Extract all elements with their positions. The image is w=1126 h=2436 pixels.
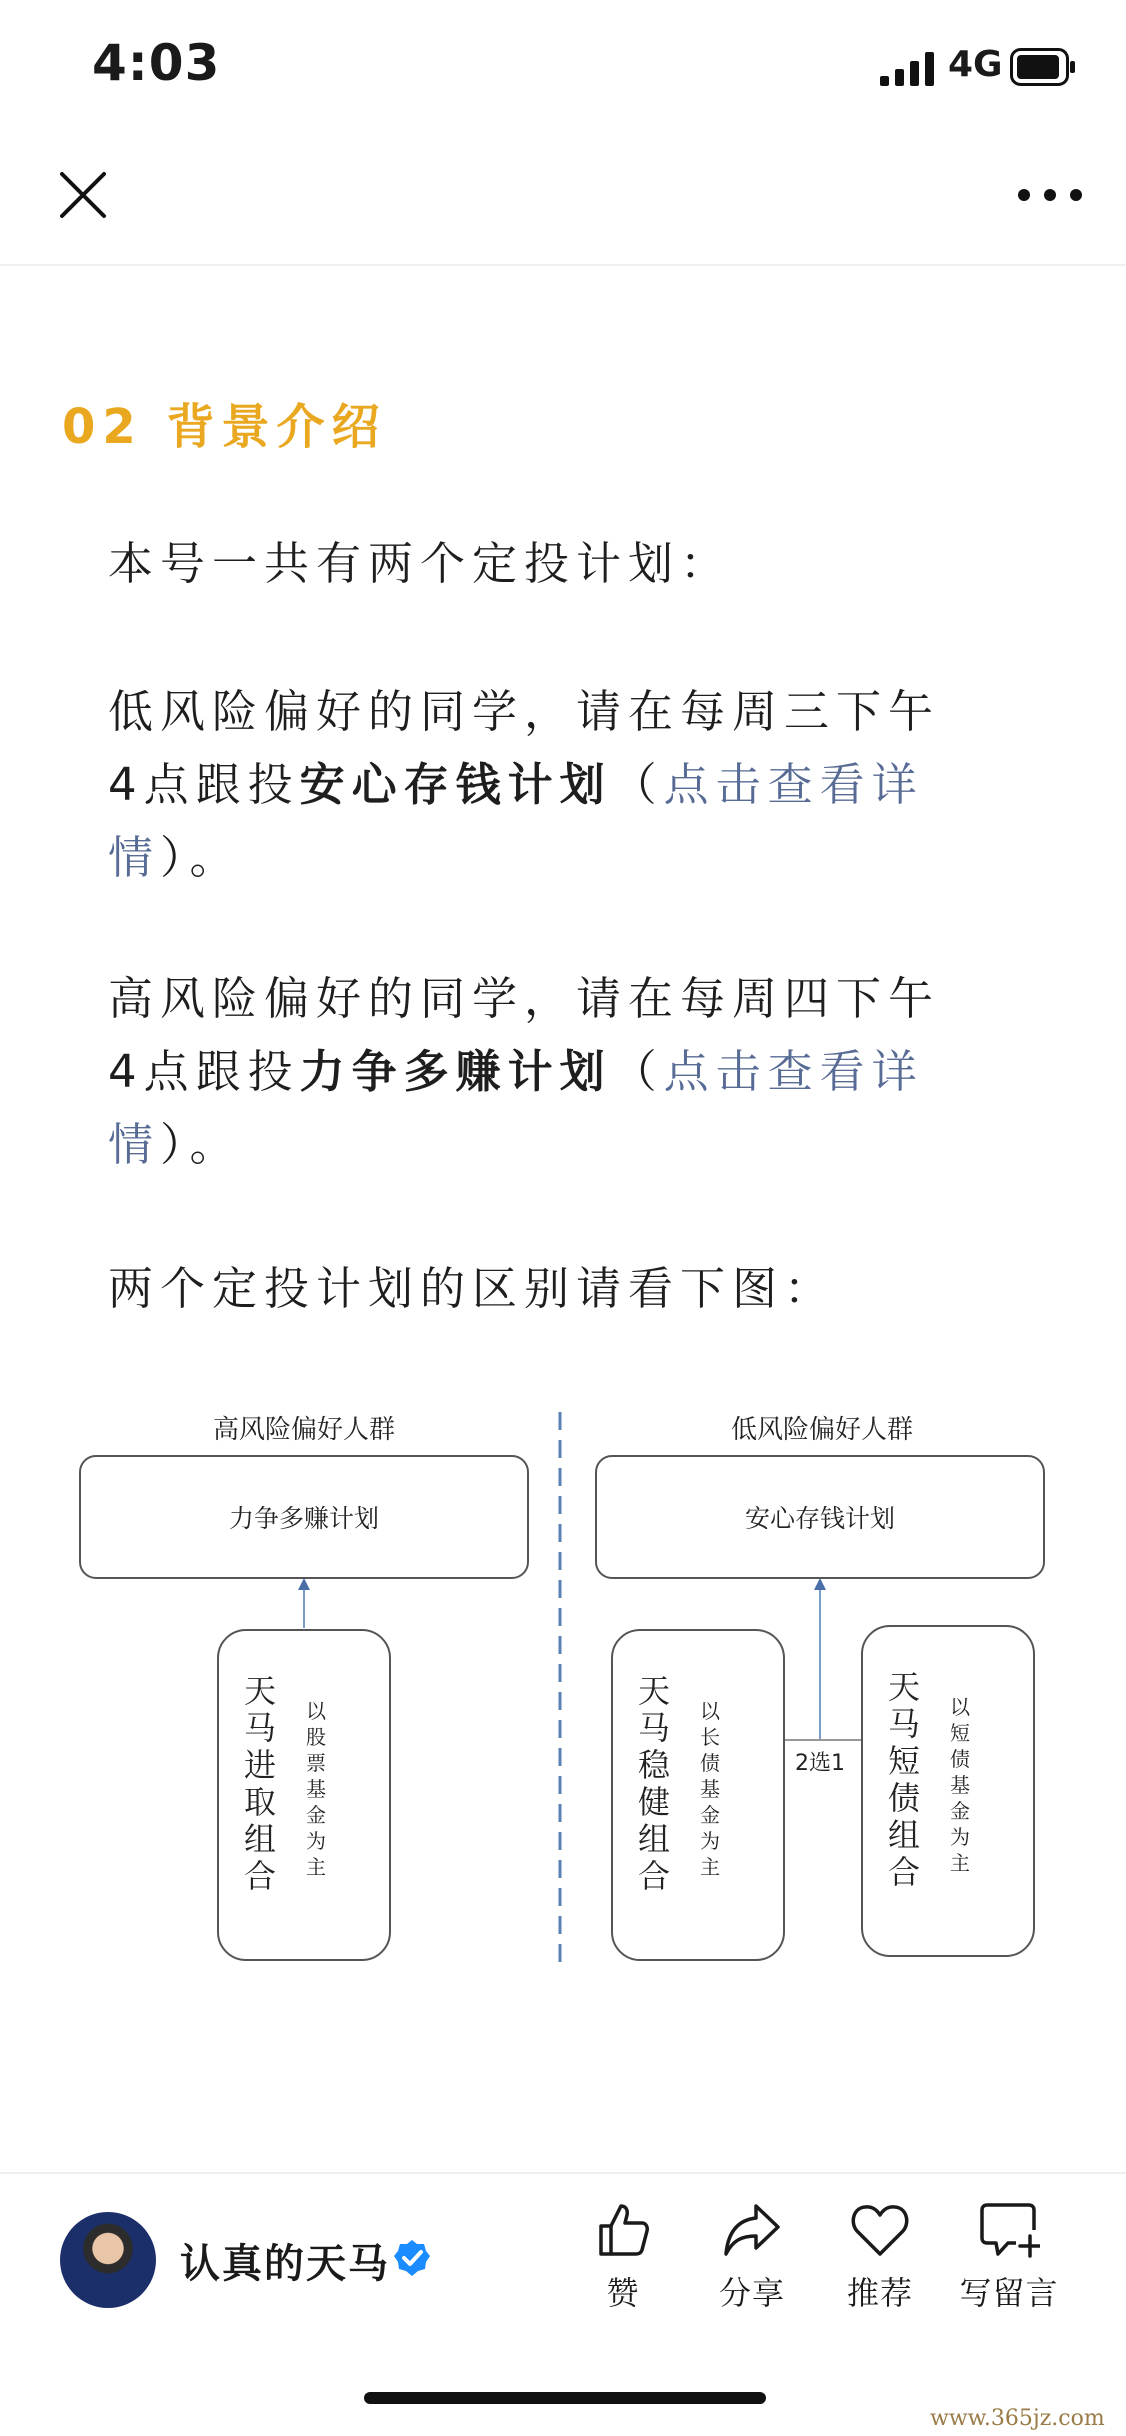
- portfolio-desc-char: 主: [700, 1855, 720, 1879]
- portfolio-name-char: 马: [887, 1705, 921, 1743]
- portfolio-desc-char: 票: [306, 1751, 326, 1775]
- comment-label: 写留言: [959, 2274, 1059, 2312]
- portfolio-name-char: 天: [637, 1672, 671, 1710]
- status-time: 4:03: [92, 34, 221, 92]
- close-icon[interactable]: [56, 168, 110, 222]
- portfolio-desc-char: 基: [306, 1777, 326, 1801]
- paren-open: （: [611, 758, 664, 811]
- network-type: 4G: [948, 44, 1003, 85]
- author-avatar[interactable]: [60, 2212, 156, 2308]
- portfolio-desc-char: 为: [306, 1829, 326, 1853]
- paragraph-text: 4点跟投: [108, 758, 300, 811]
- portfolio-desc-char: 短: [950, 1721, 970, 1745]
- paragraph-intro: 本号一共有两个定投计划：: [108, 537, 733, 590]
- diagram-choose-label: 2选1: [795, 1751, 845, 1776]
- portfolio-desc-char: 基: [700, 1777, 720, 1801]
- share-label: 分享: [718, 2274, 785, 2312]
- diagram-left-plan: 力争多赚计划: [228, 1504, 380, 1533]
- portfolio-desc-char: 债: [950, 1747, 970, 1771]
- portfolio-desc-char: 主: [306, 1855, 326, 1879]
- portfolio-desc-char: 债: [700, 1751, 720, 1775]
- bottom-divider: [0, 2172, 1126, 2174]
- detail-link[interactable]: 点击查看详情: [108, 758, 924, 884]
- like-button[interactable]: [568, 2200, 678, 2314]
- paren-close: ）。: [160, 831, 242, 884]
- portfolio-name-char: 稳: [637, 1746, 671, 1784]
- share-button[interactable]: [697, 2200, 807, 2314]
- diagram-right-header: 低风险偏好人群: [730, 1415, 914, 1445]
- paragraph-high-risk: [108, 962, 1028, 1181]
- watermark: www.365jz.com: [930, 2406, 1105, 2431]
- signal-icon: [880, 52, 936, 86]
- paragraph-line: 低风险偏好的同学，请在每周三下午: [108, 685, 941, 738]
- portfolio-name-char: 进: [243, 1746, 277, 1784]
- paragraph-diagram-intro: 两个定投计划的区别请看下图：: [108, 1262, 837, 1315]
- portfolio-desc-char: 金: [700, 1803, 720, 1827]
- portfolio-name-char: 天: [243, 1672, 277, 1710]
- portfolio-desc-char: 以: [700, 1699, 720, 1723]
- portfolio-name-char: 债: [887, 1779, 921, 1817]
- plan-diagram: [60, 1394, 1060, 1984]
- plan-name: 安心存钱计划: [299, 758, 612, 811]
- thumbs-up-icon: [593, 2200, 653, 2260]
- battery-icon: [1010, 48, 1076, 86]
- portfolio-desc-char: 金: [950, 1799, 970, 1823]
- author-name[interactable]: 认真的天马: [180, 2241, 390, 2287]
- portfolio-desc-char: 基: [950, 1773, 970, 1797]
- diagram-arrowhead: [814, 1578, 826, 1590]
- portfolio-name-char: 组: [243, 1820, 277, 1858]
- paren-open: （: [611, 1045, 664, 1098]
- portfolio-desc-char: 长: [700, 1725, 720, 1749]
- portfolio-name-char: 组: [887, 1816, 921, 1854]
- paragraph-text: 4点跟投: [108, 1045, 300, 1098]
- portfolio-name-char: 马: [637, 1709, 671, 1747]
- verified-badge-icon: [392, 2238, 432, 2278]
- portfolio-name-char: 天: [887, 1668, 921, 1706]
- portfolio-desc-char: 为: [700, 1829, 720, 1853]
- portfolio-desc-char: 以: [306, 1699, 326, 1723]
- portfolio-name-char: 合: [637, 1857, 671, 1895]
- home-indicator[interactable]: [364, 2392, 766, 2404]
- nav-divider: [0, 264, 1126, 266]
- portfolio-desc-char: 以: [950, 1695, 970, 1719]
- more-icon[interactable]: [1012, 180, 1088, 210]
- section-heading: 02 背景介绍: [62, 399, 387, 455]
- diagram-right-plan: 安心存钱计划: [744, 1504, 896, 1533]
- portfolio-desc-char: 主: [950, 1851, 970, 1875]
- portfolio-name-char: 健: [637, 1783, 671, 1821]
- portfolio-desc-char: 股: [306, 1725, 326, 1749]
- detail-link[interactable]: 点击查看详情: [108, 1045, 924, 1171]
- like-label: 赞: [606, 2274, 640, 2312]
- portfolio-desc-char: 为: [950, 1825, 970, 1849]
- portfolio-name-char: 马: [243, 1709, 277, 1747]
- recommend-button[interactable]: [825, 2200, 935, 2314]
- plan-name: 力争多赚计划: [299, 1045, 612, 1098]
- diagram-arrowhead: [298, 1578, 310, 1590]
- paragraph-line: 高风险偏好的同学，请在每周四下午: [108, 972, 941, 1025]
- comment-button[interactable]: [954, 2200, 1064, 2314]
- portfolio-name-char: 短: [887, 1742, 921, 1780]
- heart-icon: [849, 2200, 911, 2260]
- paragraph-low-risk: [108, 675, 1028, 894]
- share-icon: [722, 2200, 782, 2260]
- portfolio-name-char: 合: [243, 1857, 277, 1895]
- portfolio-name-char: 组: [637, 1820, 671, 1858]
- recommend-label: 推荐: [846, 2274, 913, 2312]
- portfolio-name-char: 合: [887, 1853, 921, 1891]
- paren-close: ）。: [160, 1118, 242, 1171]
- portfolio-desc-char: 金: [306, 1803, 326, 1827]
- comment-add-icon: [978, 2200, 1040, 2260]
- portfolio-name-char: 取: [243, 1783, 277, 1821]
- diagram-left-header: 高风险偏好人群: [212, 1415, 396, 1445]
